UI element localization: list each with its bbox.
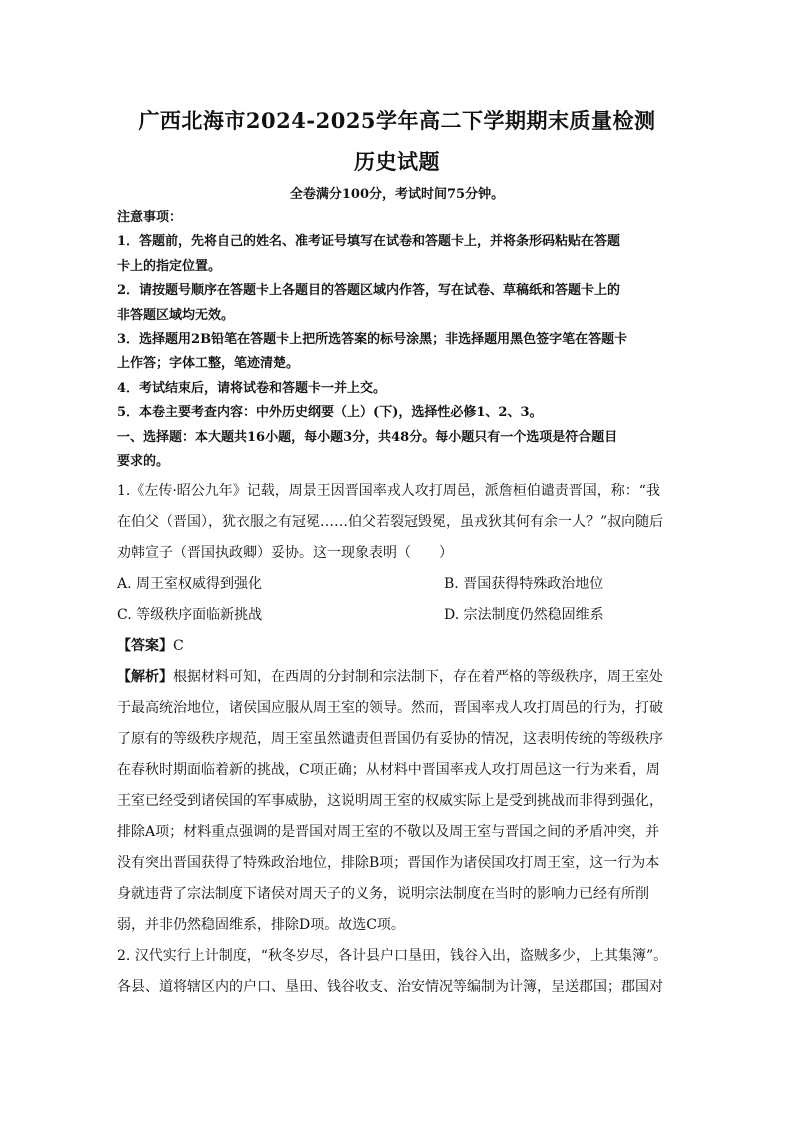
analysis-label: 【解析】 [117,669,173,685]
instruction-line: 1．答题前，先将自己的姓名、准考证号填写在试卷和答题卡上，并将条形码粘贴在答题 [117,234,621,250]
instruction-line: 非答题区域均无效。 [117,307,235,323]
instruction-line: 卡上的指定位置。 [117,258,222,274]
analysis-line: 在春秋时期面临着新的挑战，C项正确；从材料中晋国率戎人攻打周邑这一行为来看，周 [117,762,660,778]
analysis-line: 排除A项；材料重点强调的是晋国对周王室的不敬以及周王室与晋国之间的矛盾冲突，并 [117,824,660,840]
analysis-line: 了原有的等级秩序规范，周王室虽然谴责但晋国仍有妥协的情况，这表明传统的等级秩序 [117,731,663,747]
instruction-line: 5．本卷主要考查内容：中外历史纲要（上）(下)，选择性必修1、2、3。 [117,405,543,421]
question-2-stem: 2. 汉代实行上计制度，“秋冬岁尽，各计县户口垦田，钱谷入出，盗贼多少，上其集簿”。 [117,948,668,964]
option-a: A. 周王室权威得到强化 [117,576,263,592]
answer-label: 【答案】 [117,638,173,654]
option-c: C. 等级秩序面临新挑战 [117,607,263,623]
instruction-line: 3．选择题用2B铅笔在答题卡上把所选答案的标号涂黑；非选择题用黑色签字笔在答题卡 [117,332,628,348]
question-1-options-row [117,600,677,631]
section-heading: 要求的。 [117,454,170,470]
instruction-line: 上作答；字体工整，笔迹清楚。 [117,356,300,372]
questions-block [117,476,677,1003]
instructions-block [117,206,677,474]
instruction-line: 4．考试结束后，请将试卷和答题卡一并上交。 [117,380,387,396]
analysis-line: 身就违背了宗法制度下诸侯对周天子的义务，说明宗法制度在当时的影响力已经有所削 [117,886,649,902]
section-heading: 一、选择题：本大题共16小题，每小题3分，共48分。每小题只有一个选项是符合题目 [117,429,618,445]
exam-info: 全卷满分100分，考试时间75分钟。 [289,187,505,202]
question-2-stem: 各县、道将辖区内的户口、垦田、钱谷收支、治安情况等编制为计簿，呈送郡国；郡国对 [117,979,663,995]
answer-line [117,631,677,662]
question-1-stem: 1.《左传·昭公九年》记载，周景王因晋国率戎人攻打周邑，派詹桓伯谴责晋国，称：“我 [117,483,660,499]
analysis-line: 王室已经受到诸侯国的军事威胁，这说明周王室的权威实际上是受到挑战而非得到强化， [117,793,663,809]
analysis-line [117,662,677,693]
analysis-line: 没有突出晋国获得了特殊政治地位，排除B项；晋国作为诸侯国攻打周王室，这一行为本 [117,855,660,871]
exam-title: 广西北海市2024-2025学年高二下学期期末质量检测 [138,108,656,133]
analysis-line: 弱，并非仍然稳固维系，排除D项。故选C项。 [117,917,405,933]
question-1-stem: 在伯父（晋国），犹衣服之有冠冕……伯父若裂冠毁冕，虽戎狄其何有余一人？”叔向随后 [117,514,664,530]
question-1-options-row [117,569,677,600]
analysis-text: 根据材料可知，在西周的分封制和宗法制下，存在着严格的等级秩序，周王室处 [173,669,663,685]
answer-value: C [173,638,184,654]
subject-title: 历史试题 [354,149,440,174]
instructions-heading: 注意事项： [117,210,183,225]
option-b: B. 晋国获得特殊政治地位 [444,576,604,592]
question-1-stem: 劝韩宣子（晋国执政卿）妥协。这一现象表明（ ） [117,545,453,561]
analysis-line: 于最高统治地位，诸侯国应服从周王室的领导。然而，晋国率戎人攻打周邑的行为，打破 [117,700,663,716]
option-d: D. 宗法制度仍然稳固维系 [444,607,604,623]
instruction-line: 2．请按题号顺序在答题卡上各题目的答题区域内作答，写在试卷、草稿纸和答题卡上的 [117,283,621,299]
